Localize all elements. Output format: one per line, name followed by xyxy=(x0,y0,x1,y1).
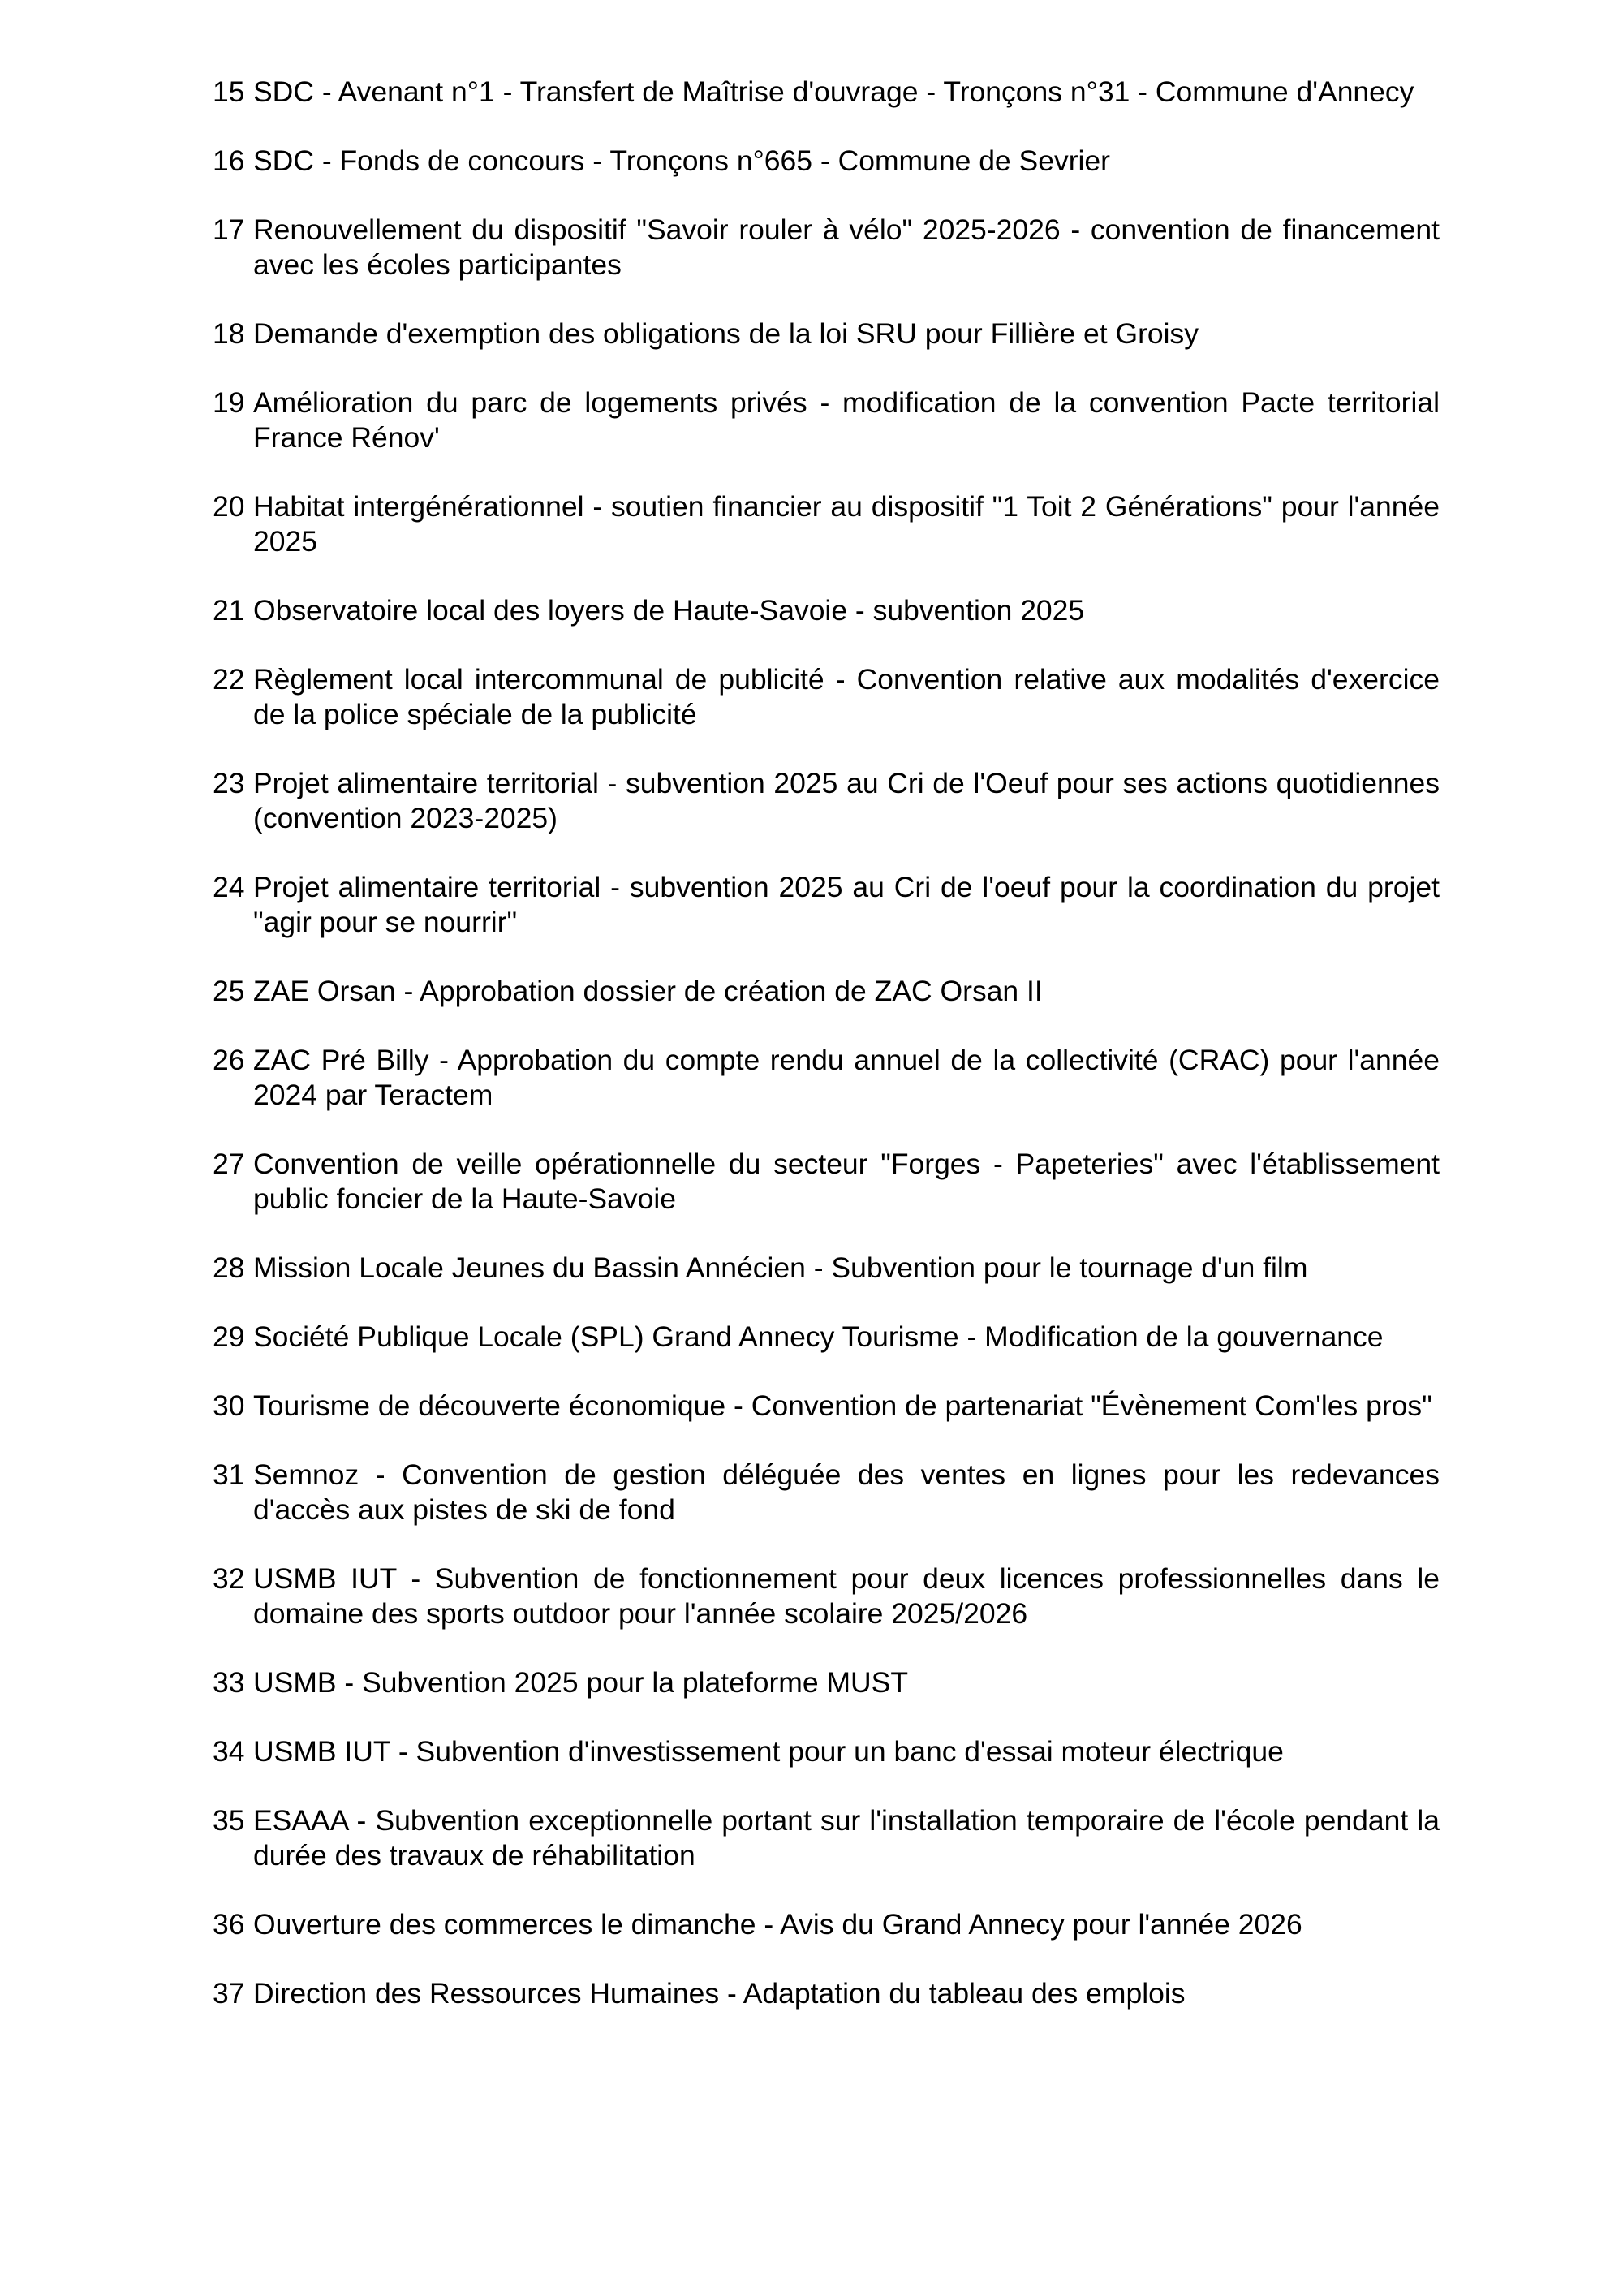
item-number: 34 xyxy=(213,1735,245,1768)
item-number: 31 xyxy=(213,1458,245,1491)
agenda-item xyxy=(213,489,1440,559)
item-text: Projet alimentaire territorial - subvention 2025 au Cri de l'oeuf pour la coordination du projet "agir pour se nourrir" xyxy=(253,871,1440,938)
agenda-item xyxy=(213,75,1440,110)
item-text: SDC - Avenant n°1 - Transfert de Maîtrise d'ouvrage - Tronçons n°31 - Commune d'Annecy xyxy=(253,75,1414,108)
agenda-item xyxy=(213,1803,1440,1873)
agenda-item xyxy=(213,1458,1440,1527)
item-text: USMB IUT - Subvention de fonctionnement pour deux licences professionnelles dans le domaine des sports outdoor pour l'année scolaire 2025/2026 xyxy=(253,1562,1440,1630)
agenda-item xyxy=(213,144,1440,179)
agenda-item xyxy=(213,1734,1440,1769)
item-text: Tourisme de découverte économique - Convention de partenariat "Évènement Com'les pros" xyxy=(253,1389,1432,1422)
item-number: 24 xyxy=(213,871,245,903)
agenda-item xyxy=(213,593,1440,628)
item-text: Mission Locale Jeunes du Bassin Annécien - Subvention pour le tournage d'un film xyxy=(253,1251,1308,1284)
agenda-item xyxy=(213,870,1440,940)
item-number: 33 xyxy=(213,1666,245,1699)
item-number: 15 xyxy=(213,75,245,108)
item-text: Demande d'exemption des obligations de la loi SRU pour Fillière et Groisy xyxy=(253,317,1199,350)
item-number: 16 xyxy=(213,144,245,177)
item-number: 30 xyxy=(213,1389,245,1422)
agenda-item xyxy=(213,1389,1440,1424)
agenda-item xyxy=(213,1147,1440,1217)
item-number: 29 xyxy=(213,1320,245,1353)
item-text: ZAC Pré Billy - Approbation du compte rendu annuel de la collectivité (CRAC) pour l'année 2024 par Teractem xyxy=(253,1044,1440,1111)
item-text: Observatoire local des loyers de Haute-Savoie - subvention 2025 xyxy=(253,594,1085,627)
item-text: Semnoz - Convention de gestion déléguée des ventes en lignes pour les redevances d'accès aux pistes de ski de fond xyxy=(253,1458,1440,1526)
item-number: 25 xyxy=(213,975,245,1007)
agenda-item xyxy=(213,1665,1440,1700)
item-text: SDC - Fonds de concours - Tronçons n°665 - Commune de Sevrier xyxy=(253,144,1110,177)
item-number: 22 xyxy=(213,663,245,696)
agenda-item xyxy=(213,1562,1440,1631)
item-text: Règlement local intercommunal de publicité - Convention relative aux modalités d'exercice de la police spéciale de la publicité xyxy=(253,663,1440,730)
agenda-item xyxy=(213,1320,1440,1355)
item-number: 28 xyxy=(213,1251,245,1284)
item-text: USMB - Subvention 2025 pour la plateforme MUST xyxy=(253,1666,909,1699)
item-number: 32 xyxy=(213,1562,245,1595)
item-text: Direction des Ressources Humaines - Adaptation du tableau des emplois xyxy=(253,1977,1186,2010)
agenda-item xyxy=(213,1907,1440,1942)
item-number: 20 xyxy=(213,490,245,523)
agenda-item xyxy=(213,1251,1440,1286)
item-text: ZAE Orsan - Approbation dossier de création de ZAC Orsan II xyxy=(253,975,1043,1007)
agenda-item xyxy=(213,386,1440,455)
item-number: 23 xyxy=(213,767,245,799)
item-text: Projet alimentaire territorial - subvention 2025 au Cri de l'Oeuf pour ses actions quotidiennes (convention 2023-2025) xyxy=(253,767,1440,834)
item-number: 27 xyxy=(213,1148,245,1180)
item-text: Convention de veille opérationnelle du secteur "Forges - Papeteries" avec l'établissement public foncier de la Haute-Savoie xyxy=(253,1148,1440,1215)
item-number: 17 xyxy=(213,213,245,246)
agenda-item xyxy=(213,213,1440,282)
item-number: 35 xyxy=(213,1804,245,1837)
agenda-item xyxy=(213,662,1440,732)
item-number: 36 xyxy=(213,1908,245,1941)
item-number: 18 xyxy=(213,317,245,350)
item-text: Habitat intergénérationnel - soutien financier au dispositif "1 Toit 2 Générations" pour l'année 2025 xyxy=(253,490,1440,558)
item-number: 37 xyxy=(213,1977,245,2010)
item-number: 26 xyxy=(213,1044,245,1076)
agenda-item xyxy=(213,1976,1440,2011)
item-text: ESAAA - Subvention exceptionnelle portant sur l'installation temporaire de l'école pendant la durée des travaux de réhabilitation xyxy=(253,1804,1440,1872)
agenda-item xyxy=(213,317,1440,351)
item-text: Amélioration du parc de logements privés - modification de la convention Pacte territorial France Rénov' xyxy=(253,386,1440,454)
item-text: Société Publique Locale (SPL) Grand Annecy Tourisme - Modification de la gouvernance xyxy=(253,1320,1384,1353)
agenda-item xyxy=(213,974,1440,1009)
agenda-item xyxy=(213,1043,1440,1113)
item-text: Renouvellement du dispositif "Savoir rouler à vélo" 2025-2026 - convention de financement avec les écoles participantes xyxy=(253,213,1440,281)
item-number: 19 xyxy=(213,386,245,419)
agenda-list xyxy=(213,75,1440,2045)
agenda-item xyxy=(213,766,1440,836)
item-number: 21 xyxy=(213,594,245,627)
item-text: USMB IUT - Subvention d'investissement pour un banc d'essai moteur électrique xyxy=(253,1735,1284,1768)
item-text: Ouverture des commerces le dimanche - Avis du Grand Annecy pour l'année 2026 xyxy=(253,1908,1302,1941)
